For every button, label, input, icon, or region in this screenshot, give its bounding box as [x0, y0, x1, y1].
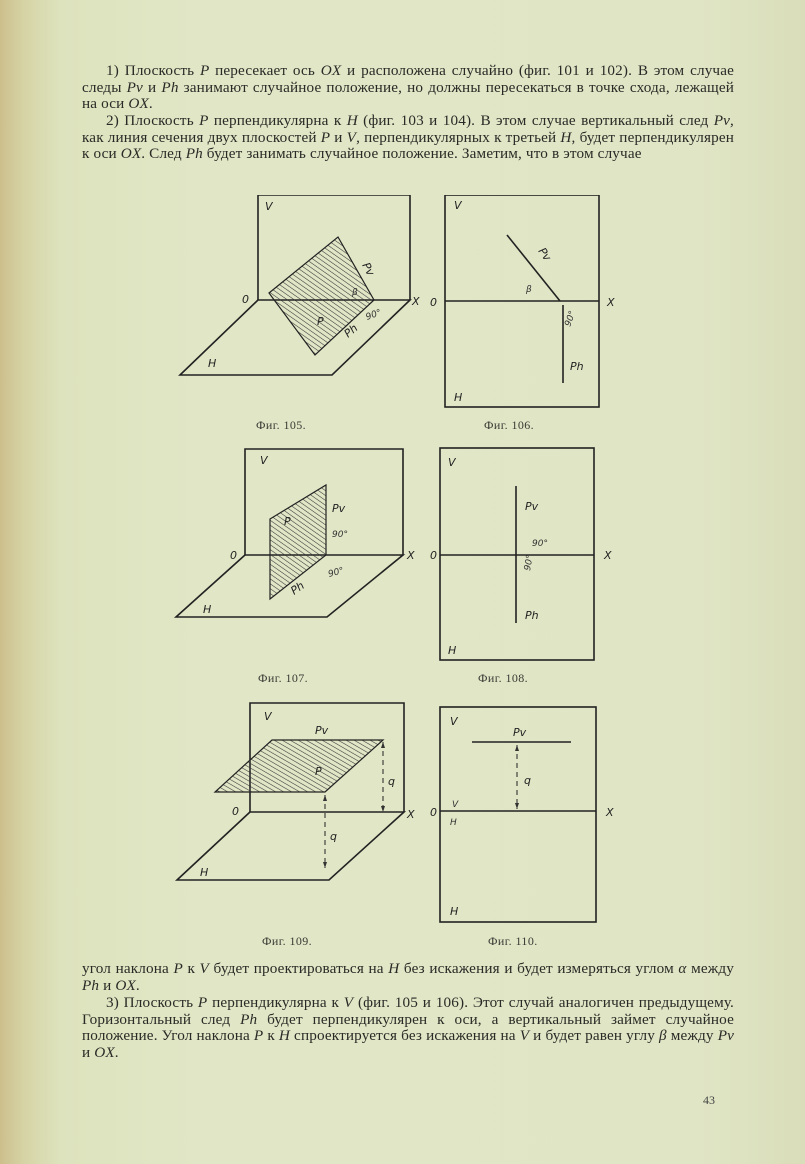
- label-V-small: V: [452, 800, 459, 810]
- caption-106: Фиг. 106.: [484, 418, 535, 432]
- label-q: q: [524, 774, 531, 787]
- label-Pv: Pv: [332, 502, 346, 515]
- label-O: 0: [430, 549, 437, 562]
- label-Ph: Ph: [341, 321, 361, 341]
- figure-105: [172, 195, 432, 410]
- caption-105: Фиг. 105.: [256, 418, 307, 432]
- caption-109: Фиг. 109.: [262, 934, 313, 948]
- label-H: H: [203, 603, 212, 616]
- figure-108: [430, 446, 630, 666]
- label-angle1: 90°: [332, 530, 348, 540]
- label-O: 0: [232, 805, 239, 818]
- label-V: V: [260, 454, 268, 467]
- label-H-small: H: [450, 818, 457, 828]
- label-Pv: Pv: [525, 500, 539, 513]
- label-X: X: [606, 806, 614, 819]
- label-Pv: Pv: [535, 245, 554, 264]
- label-beta: β: [352, 288, 358, 298]
- label-Ph: Ph: [525, 609, 539, 622]
- label-X: X: [412, 295, 420, 308]
- label-V: V: [450, 715, 458, 728]
- label-angle2: 90°: [523, 554, 536, 572]
- figure-106: [430, 195, 630, 415]
- figure-107: [172, 447, 432, 632]
- caption-108: Фиг. 108.: [478, 671, 529, 685]
- label-O: 0: [230, 549, 237, 562]
- label-q1: q: [388, 775, 395, 788]
- label-Pv: Pv: [359, 260, 378, 279]
- label-H: H: [450, 905, 459, 918]
- label-P: P: [315, 765, 322, 778]
- label-X: X: [604, 549, 612, 562]
- paragraph-1: 1) Плоскость P пересекает ось OX и расположена случайно (фиг. 101 и 102). В этом случае следы Pv и Ph занимают случайное положение, но должны пересекаться в точке схода, лежащей на оси OX.: [82, 62, 735, 113]
- label-Pv: Pv: [315, 724, 329, 737]
- page-number: 43: [703, 1093, 715, 1107]
- label-H: H: [448, 644, 457, 657]
- label-q2: q: [330, 830, 337, 843]
- caption-110: Фиг. 110.: [488, 934, 538, 948]
- label-beta: β: [526, 285, 532, 295]
- label-angle2: 90°: [327, 566, 346, 580]
- label-angle: 90°: [563, 309, 579, 329]
- caption-107: Фиг. 107.: [258, 671, 309, 685]
- label-O: 0: [430, 296, 437, 309]
- label-P: P: [284, 515, 291, 528]
- label-Ph: Ph: [288, 579, 307, 598]
- label-O: 0: [430, 806, 437, 819]
- label-V: V: [448, 456, 456, 469]
- label-H: H: [208, 357, 217, 370]
- paragraph-2-continued: угол наклона P к V будет проектироваться на H без искажения и будет измеряться углом α между Ph и OX.: [82, 960, 734, 994]
- label-angle1: 90°: [532, 539, 548, 549]
- figure-109: [172, 700, 432, 890]
- label-P: P: [317, 315, 324, 328]
- label-angle: 90°: [364, 307, 384, 323]
- paragraph-3: 3) Плоскость P перпендикулярна к V (фиг. 105 и 106). Этот случай аналогичен предыдущему. Горизонтальный след Ph будет перпендикулярен к оси, а вертикальный займет случайное положение. Угол наклона P к H спроектируется без искажения на V и будет равен углу β между Pv и OX.: [82, 994, 735, 1061]
- label-H: H: [454, 391, 463, 404]
- label-V: V: [454, 199, 462, 212]
- figure-110: [430, 703, 630, 928]
- label-Pv: Pv: [513, 726, 527, 739]
- label-X: X: [407, 808, 415, 821]
- label-Ph: Ph: [570, 360, 584, 373]
- paragraph-2: 2) Плоскость P перпендикулярна к H (фиг. 103 и 104). В этом случае вертикальный след Pv, как линия сечения двух плоскостей P и V, перпендикулярных к третьей H, будет перпендикулярен к оси OX. След Ph будет занимать случайное положение. Заметим, что в этом случае: [82, 112, 734, 163]
- label-H: H: [200, 866, 209, 879]
- label-V: V: [264, 710, 272, 723]
- label-O: 0: [242, 293, 249, 306]
- label-X: X: [407, 549, 415, 562]
- label-V: V: [265, 200, 273, 213]
- label-X: X: [607, 296, 615, 309]
